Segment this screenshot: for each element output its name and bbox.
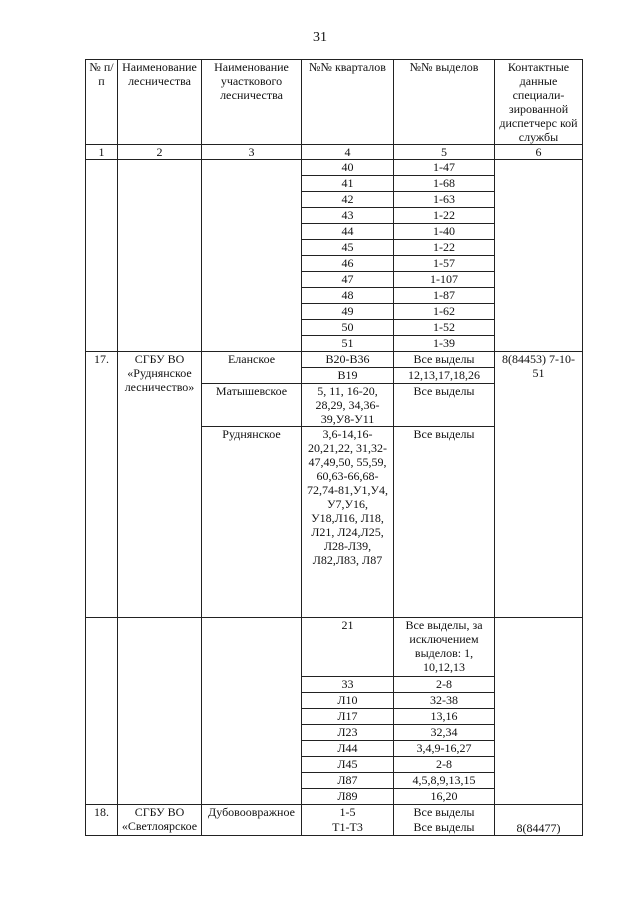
allotment-cell: 2-8 [394, 677, 495, 693]
allotment-cell: 1-22 [394, 240, 495, 256]
header-col-num: № п/п [86, 60, 118, 145]
allotment-cell: 1-107 [394, 272, 495, 288]
header-row [86, 60, 583, 145]
allotment-cell: 32-38 [394, 693, 495, 709]
forestry-name: СГБУ ВО «Светлоярское [118, 805, 202, 836]
column-number: 6 [495, 145, 583, 160]
column-number: 4 [302, 145, 394, 160]
entry-number: 18. [86, 805, 118, 836]
allotment-cell: 32,34 [394, 725, 495, 741]
cell-empty [495, 618, 583, 805]
quarter-cell: Л10 [302, 693, 394, 709]
allotment-cell: 13,16 [394, 709, 495, 725]
allotment-cell: 2-8 [394, 757, 495, 773]
quarter-cell: 46 [302, 256, 394, 272]
cell-empty [118, 160, 202, 352]
forestry-name: СГБУ ВО «Руднянское лесничество» [118, 352, 202, 618]
allotment-cell: 3,4,9-16,27 [394, 741, 495, 757]
cell-empty [86, 160, 118, 352]
cell-empty [86, 618, 118, 805]
header-col-contacts: Контактные данные специали-зированной диспетчерс кой службы [495, 60, 583, 145]
district-name: Дубовоовражное [202, 805, 302, 836]
allotment-cell: 16,20 [394, 789, 495, 805]
table-row [86, 160, 583, 176]
quarter-cell: 51 [302, 336, 394, 352]
quarter-cell: 3,6-14,16-20,21,22, 31,32-47,49,50, 55,59, 60,63-66,68-72,74-81,У1,У4, У7,У16, У18,Л16, Л18, Л21, Л24,Л25, Л28-Л39, Л82,Л83, Л87 [302, 427, 394, 618]
quarter-cell: 5, 11, 16-20, 28,29, 34,36-39,У8-У11 [302, 384, 394, 427]
quarter-cell: 42 [302, 192, 394, 208]
quarter-cell: 50 [302, 320, 394, 336]
quarter-cell: 41 [302, 176, 394, 192]
allotment-cell: 12,13,17,18,26 [394, 368, 495, 384]
quarter-cell: 47 [302, 272, 394, 288]
quarter-cell: 49 [302, 304, 394, 320]
quarter-cell: Л17 [302, 709, 394, 725]
column-numbers-row [86, 145, 583, 160]
allotment-cell: Все выделы [394, 352, 495, 368]
cell-empty [202, 618, 302, 805]
allotment-cell: 1-47 [394, 160, 495, 176]
cell-empty [495, 160, 583, 352]
allotment-cell: Все выделы [394, 427, 495, 618]
quarter-cell: Л89 [302, 789, 394, 805]
header-col-forestry: Наименование лесничества [118, 60, 202, 145]
header-col-quarters: №№ кварталов [302, 60, 394, 145]
allotment-cell: 4,5,8,9,13,15 [394, 773, 495, 789]
allotment-cell: 1-40 [394, 224, 495, 240]
allotment-cell: 1-68 [394, 176, 495, 192]
allotment-cell: Все выделы [394, 384, 495, 427]
contact-cell: 8(84477) [495, 805, 583, 836]
header-col-allotments: №№ выделов [394, 60, 495, 145]
allotment-cell: 1-87 [394, 288, 495, 304]
allotment-cell: 1-63 [394, 192, 495, 208]
district-name: Еланское [202, 352, 302, 384]
allotment-cell: Все выделы, за исключением выделов: 1, 10,12,13 [394, 618, 495, 677]
quarter-cell: В19 [302, 368, 394, 384]
district-name: Руднянское [202, 427, 302, 618]
quarter-cell: 40 [302, 160, 394, 176]
allotment-cell: Все выделы [394, 820, 495, 836]
allotment-cell: 1-62 [394, 304, 495, 320]
quarter-cell: 1-5 [302, 805, 394, 821]
district-name: Матышевское [202, 384, 302, 427]
cell-empty [118, 618, 202, 805]
quarter-cell: 21 [302, 618, 394, 677]
quarter-cell: В20-В36 [302, 352, 394, 368]
quarter-cell: Л87 [302, 773, 394, 789]
table-row [86, 618, 583, 677]
table-row [86, 352, 583, 368]
cell-empty [202, 160, 302, 352]
quarter-cell: Л23 [302, 725, 394, 741]
table-row [86, 805, 583, 821]
contact-cell: 8(84453) 7-10-51 [495, 352, 583, 618]
quarter-cell: 48 [302, 288, 394, 304]
entry-number: 17. [86, 352, 118, 618]
column-number: 1 [86, 145, 118, 160]
allotment-cell: 1-39 [394, 336, 495, 352]
quarter-cell: Л45 [302, 757, 394, 773]
quarter-cell: Л44 [302, 741, 394, 757]
header-col-district: Наименование участкового лесничества [202, 60, 302, 145]
quarter-cell: 44 [302, 224, 394, 240]
quarter-cell: Т1-Т3 [302, 820, 394, 836]
column-number: 3 [202, 145, 302, 160]
column-number: 5 [394, 145, 495, 160]
quarter-cell: 45 [302, 240, 394, 256]
allotment-cell: Все выделы [394, 805, 495, 821]
forestry-table [85, 59, 583, 836]
allotment-cell: 1-22 [394, 208, 495, 224]
allotment-cell: 1-57 [394, 256, 495, 272]
page-number: 31 [313, 30, 327, 45]
quarter-cell: 33 [302, 677, 394, 693]
column-number: 2 [118, 145, 202, 160]
quarter-cell: 43 [302, 208, 394, 224]
allotment-cell: 1-52 [394, 320, 495, 336]
